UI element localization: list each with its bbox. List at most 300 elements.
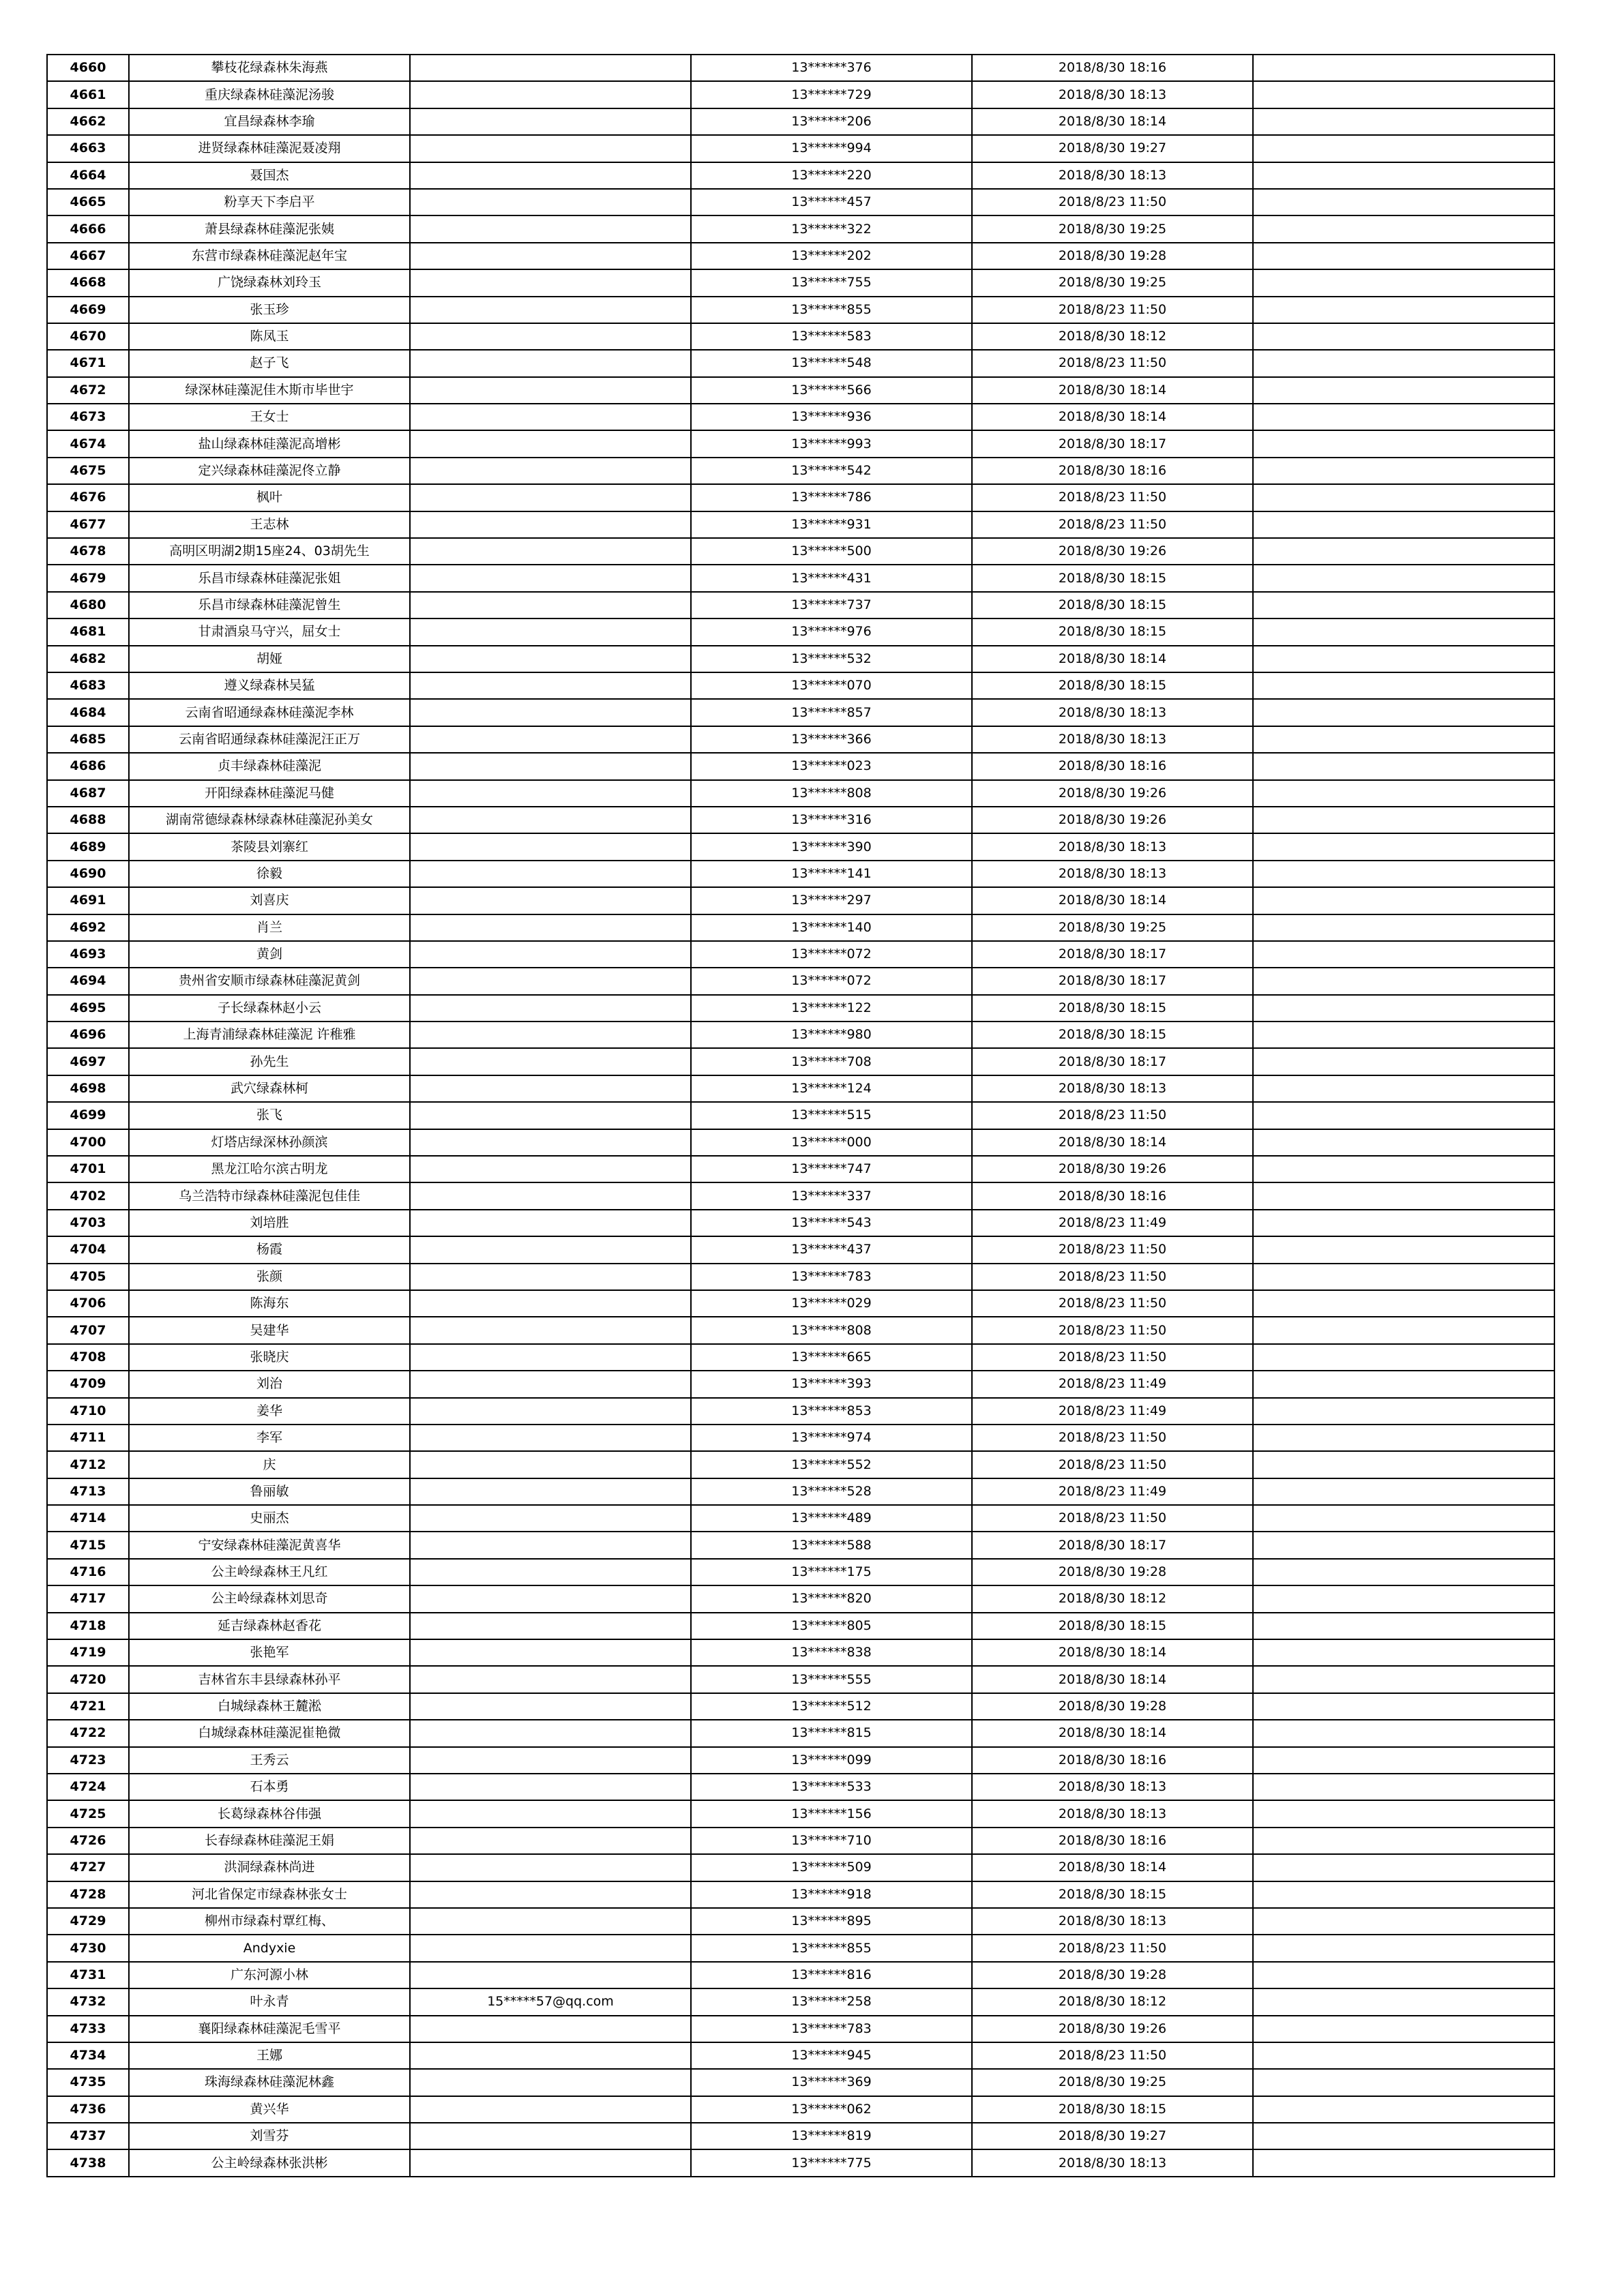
cell-id: 4695 <box>47 995 129 1022</box>
cell-id: 4715 <box>47 1532 129 1558</box>
cell-time: 2018/8/30 18:14 <box>972 1129 1253 1156</box>
table-row <box>47 1317 1554 1343</box>
cell-name: 重庆绿森林硅藻泥汤骏 <box>129 81 410 108</box>
table-row <box>47 753 1554 779</box>
cell-extra <box>1253 1048 1554 1075</box>
cell-phone: 13******974 <box>691 1425 972 1451</box>
cell-id: 4686 <box>47 753 129 779</box>
cell-time: 2018/8/30 18:13 <box>972 1075 1253 1102</box>
cell-extra <box>1253 2042 1554 2069</box>
cell-phone: 13******062 <box>691 2096 972 2123</box>
table-row <box>47 1182 1554 1209</box>
cell-extra <box>1253 1182 1554 1209</box>
cell-extra <box>1253 108 1554 135</box>
cell-time: 2018/8/30 18:13 <box>972 162 1253 189</box>
cell-email <box>410 458 691 484</box>
cell-email <box>410 269 691 296</box>
table-row <box>47 1720 1554 1746</box>
cell-email <box>410 1451 691 1478</box>
cell-extra <box>1253 1881 1554 1908</box>
cell-extra <box>1253 699 1554 726</box>
cell-name: 广东河源小林 <box>129 1962 410 1988</box>
cell-phone: 13******808 <box>691 1317 972 1343</box>
cell-id: 4676 <box>47 484 129 511</box>
cell-id: 4704 <box>47 1236 129 1263</box>
cell-phone: 13******515 <box>691 1102 972 1129</box>
cell-time: 2018/8/30 19:25 <box>972 269 1253 296</box>
cell-extra <box>1253 1102 1554 1129</box>
table-row <box>47 1881 1554 1908</box>
cell-extra <box>1253 1747 1554 1774</box>
cell-id: 4702 <box>47 1182 129 1209</box>
cell-phone: 13******206 <box>691 108 972 135</box>
cell-email <box>410 618 691 645</box>
cell-email <box>410 2096 691 2123</box>
table-row <box>47 511 1554 538</box>
cell-phone: 13******815 <box>691 1720 972 1746</box>
cell-time: 2018/8/30 18:15 <box>972 1022 1253 1048</box>
cell-time: 2018/8/23 11:49 <box>972 1371 1253 1397</box>
cell-phone: 13******202 <box>691 243 972 269</box>
cell-time: 2018/8/30 18:15 <box>972 1613 1253 1639</box>
cell-phone: 13******297 <box>691 887 972 914</box>
cell-email <box>410 914 691 941</box>
cell-extra <box>1253 2016 1554 2042</box>
cell-extra <box>1253 55 1554 81</box>
cell-time: 2018/8/30 18:12 <box>972 1585 1253 1612</box>
cell-email <box>410 1156 691 1182</box>
table-row <box>47 162 1554 189</box>
cell-phone: 13******457 <box>691 189 972 215</box>
cell-name: 王娜 <box>129 2042 410 2069</box>
cell-time: 2018/8/30 18:16 <box>972 55 1253 81</box>
table-row <box>47 350 1554 376</box>
cell-time: 2018/8/30 18:14 <box>972 1639 1253 1666</box>
cell-email <box>410 377 691 404</box>
table-row <box>47 1666 1554 1693</box>
cell-name: 子长绿森林赵小云 <box>129 995 410 1022</box>
cell-email <box>410 968 691 994</box>
cell-name: 孙先生 <box>129 1048 410 1075</box>
cell-email <box>410 1828 691 1854</box>
cell-extra <box>1253 1988 1554 2015</box>
cell-name: 张颜 <box>129 1264 410 1290</box>
table-row <box>47 941 1554 968</box>
table-row <box>47 1156 1554 1182</box>
cell-name: 绿深林硅藻泥佳木斯市毕世宇 <box>129 377 410 404</box>
cell-extra <box>1253 1022 1554 1048</box>
cell-time: 2018/8/23 11:49 <box>972 1210 1253 1236</box>
cell-id: 4688 <box>47 807 129 833</box>
cell-id: 4703 <box>47 1210 129 1236</box>
cell-id: 4687 <box>47 780 129 807</box>
cell-email <box>410 726 691 753</box>
cell-phone: 13******783 <box>691 1264 972 1290</box>
cell-name: 延吉绿森林赵香花 <box>129 1613 410 1639</box>
cell-email <box>410 297 691 323</box>
cell-id: 4678 <box>47 538 129 565</box>
cell-extra <box>1253 914 1554 941</box>
cell-email <box>410 1666 691 1693</box>
cell-email <box>410 81 691 108</box>
cell-extra <box>1253 1935 1554 1961</box>
cell-extra <box>1253 350 1554 376</box>
data-table <box>46 54 1555 2177</box>
cell-extra <box>1253 1720 1554 1746</box>
cell-phone: 13******820 <box>691 1585 972 1612</box>
cell-name: 聂国杰 <box>129 162 410 189</box>
cell-id: 4725 <box>47 1800 129 1827</box>
cell-email <box>410 995 691 1022</box>
cell-id: 4724 <box>47 1774 129 1800</box>
table-row <box>47 565 1554 591</box>
cell-time: 2018/8/30 19:26 <box>972 538 1253 565</box>
table-row <box>47 914 1554 941</box>
cell-phone: 13******393 <box>691 1371 972 1397</box>
cell-phone: 13******857 <box>691 699 972 726</box>
cell-phone: 13******729 <box>691 81 972 108</box>
cell-email <box>410 1693 691 1720</box>
cell-name: 张玉珍 <box>129 297 410 323</box>
cell-id: 4685 <box>47 726 129 753</box>
cell-time: 2018/8/23 11:50 <box>972 1344 1253 1371</box>
cell-name: 王女士 <box>129 404 410 430</box>
cell-time: 2018/8/30 18:15 <box>972 592 1253 618</box>
cell-extra <box>1253 726 1554 753</box>
cell-time: 2018/8/23 11:49 <box>972 1398 1253 1425</box>
cell-name: 湖南常德绿森林绿森林硅藻泥孙美女 <box>129 807 410 833</box>
cell-time: 2018/8/30 18:14 <box>972 404 1253 430</box>
table-row <box>47 726 1554 753</box>
table-row <box>47 81 1554 108</box>
table-row <box>47 430 1554 457</box>
cell-id: 4667 <box>47 243 129 269</box>
cell-extra <box>1253 1559 1554 1585</box>
cell-time: 2018/8/23 11:50 <box>972 297 1253 323</box>
cell-id: 4736 <box>47 2096 129 2123</box>
cell-extra <box>1253 1451 1554 1478</box>
cell-id: 4664 <box>47 162 129 189</box>
table-row <box>47 404 1554 430</box>
cell-extra <box>1253 618 1554 645</box>
cell-time: 2018/8/30 18:15 <box>972 672 1253 699</box>
cell-id: 4707 <box>47 1317 129 1343</box>
cell-id: 4662 <box>47 108 129 135</box>
cell-extra <box>1253 1075 1554 1102</box>
cell-phone: 13******337 <box>691 1182 972 1209</box>
cell-name: 洪洞绿森林尚进 <box>129 1854 410 1881</box>
cell-phone: 13******220 <box>691 162 972 189</box>
cell-time: 2018/8/23 11:50 <box>972 1451 1253 1478</box>
table-row <box>47 861 1554 887</box>
cell-time: 2018/8/23 11:50 <box>972 1290 1253 1317</box>
cell-email <box>410 1102 691 1129</box>
cell-phone: 13******099 <box>691 1747 972 1774</box>
cell-id: 4673 <box>47 404 129 430</box>
cell-time: 2018/8/30 18:16 <box>972 1747 1253 1774</box>
table-row <box>47 1022 1554 1048</box>
cell-id: 4713 <box>47 1478 129 1505</box>
cell-phone: 13******747 <box>691 1156 972 1182</box>
cell-email <box>410 404 691 430</box>
cell-name: 宜昌绿森林李瑜 <box>129 108 410 135</box>
cell-id: 4720 <box>47 1666 129 1693</box>
table-row <box>47 887 1554 914</box>
cell-time: 2018/8/30 18:12 <box>972 1988 1253 2015</box>
cell-name: 灯塔店绿深林孙颜滨 <box>129 1129 410 1156</box>
cell-extra <box>1253 780 1554 807</box>
cell-extra <box>1253 592 1554 618</box>
cell-email <box>410 1129 691 1156</box>
cell-time: 2018/8/30 18:16 <box>972 1828 1253 1854</box>
cell-phone: 13******437 <box>691 1236 972 1263</box>
cell-extra <box>1253 1156 1554 1182</box>
cell-extra <box>1253 1505 1554 1532</box>
cell-id: 4674 <box>47 430 129 457</box>
cell-phone: 13******376 <box>691 55 972 81</box>
cell-phone: 13******945 <box>691 2042 972 2069</box>
cell-email <box>410 1505 691 1532</box>
cell-phone: 13******665 <box>691 1344 972 1371</box>
cell-phone: 13******805 <box>691 1613 972 1639</box>
cell-name: 宁安绿森林硅藻泥黄喜华 <box>129 1532 410 1558</box>
cell-phone: 13******542 <box>691 458 972 484</box>
cell-time: 2018/8/30 18:14 <box>972 377 1253 404</box>
cell-time: 2018/8/30 19:28 <box>972 1559 1253 1585</box>
cell-email <box>410 2149 691 2176</box>
cell-name: 庆 <box>129 1451 410 1478</box>
cell-phone: 13******708 <box>691 1048 972 1075</box>
cell-email <box>410 1048 691 1075</box>
cell-extra <box>1253 162 1554 189</box>
table-row <box>47 377 1554 404</box>
cell-phone: 13******366 <box>691 726 972 753</box>
cell-extra <box>1253 484 1554 511</box>
cell-name: 高明区明湖2期15座24、03胡先生 <box>129 538 410 565</box>
table-row <box>47 995 1554 1022</box>
cell-phone: 13******588 <box>691 1532 972 1558</box>
cell-id: 4726 <box>47 1828 129 1854</box>
cell-phone: 13******390 <box>691 833 972 860</box>
cell-time: 2018/8/23 11:50 <box>972 189 1253 215</box>
cell-name: 张飞 <box>129 1102 410 1129</box>
cell-extra <box>1253 1344 1554 1371</box>
cell-email <box>410 1478 691 1505</box>
cell-phone: 13******156 <box>691 1800 972 1827</box>
cell-email <box>410 780 691 807</box>
table-row <box>47 807 1554 833</box>
cell-email <box>410 538 691 565</box>
cell-extra <box>1253 538 1554 565</box>
cell-time: 2018/8/30 18:15 <box>972 618 1253 645</box>
cell-extra <box>1253 941 1554 968</box>
cell-id: 4728 <box>47 1881 129 1908</box>
cell-time: 2018/8/30 19:25 <box>972 2069 1253 2096</box>
table-row <box>47 55 1554 81</box>
table-row <box>47 1585 1554 1612</box>
cell-name: 珠海绿森林硅藻泥林鑫 <box>129 2069 410 2096</box>
cell-id: 4683 <box>47 672 129 699</box>
cell-id: 4733 <box>47 2016 129 2042</box>
table-row <box>47 189 1554 215</box>
cell-name: 萧县绿森林硅藻泥张姨 <box>129 215 410 242</box>
cell-time: 2018/8/30 18:13 <box>972 81 1253 108</box>
cell-name: 吴建华 <box>129 1317 410 1343</box>
cell-time: 2018/8/23 11:50 <box>972 1425 1253 1451</box>
cell-extra <box>1253 1962 1554 1988</box>
table-row <box>47 2069 1554 2096</box>
cell-email <box>410 2042 691 2069</box>
cell-email <box>410 753 691 779</box>
cell-email <box>410 807 691 833</box>
cell-time: 2018/8/30 18:17 <box>972 1532 1253 1558</box>
cell-email <box>410 55 691 81</box>
cell-extra <box>1253 861 1554 887</box>
cell-id: 4677 <box>47 511 129 538</box>
cell-id: 4697 <box>47 1048 129 1075</box>
cell-extra <box>1253 1828 1554 1854</box>
table-row <box>47 215 1554 242</box>
table-row <box>47 1559 1554 1585</box>
cell-extra <box>1253 753 1554 779</box>
cell-time: 2018/8/30 18:14 <box>972 1666 1253 1693</box>
table-row <box>47 1398 1554 1425</box>
table-row <box>47 1693 1554 1720</box>
table-row <box>47 1962 1554 1988</box>
table-row <box>47 108 1554 135</box>
cell-extra <box>1253 2096 1554 2123</box>
table-row <box>47 1613 1554 1639</box>
cell-time: 2018/8/30 18:16 <box>972 458 1253 484</box>
cell-time: 2018/8/30 19:28 <box>972 1962 1253 1988</box>
cell-name: 杨霞 <box>129 1236 410 1263</box>
cell-email <box>410 243 691 269</box>
cell-email <box>410 1210 691 1236</box>
cell-email <box>410 189 691 215</box>
cell-email <box>410 1962 691 1988</box>
table-row <box>47 1344 1554 1371</box>
cell-phone: 13******993 <box>691 430 972 457</box>
cell-email <box>410 699 691 726</box>
cell-phone: 13******548 <box>691 350 972 376</box>
cell-extra <box>1253 135 1554 162</box>
cell-name: 张艳军 <box>129 1639 410 1666</box>
cell-id: 4701 <box>47 1156 129 1182</box>
cell-phone: 13******512 <box>691 1693 972 1720</box>
cell-time: 2018/8/30 18:13 <box>972 861 1253 887</box>
table-row <box>47 1908 1554 1935</box>
cell-email <box>410 565 691 591</box>
cell-time: 2018/8/23 11:50 <box>972 1264 1253 1290</box>
cell-phone: 13******509 <box>691 1854 972 1881</box>
table-row <box>47 484 1554 511</box>
cell-phone: 13******124 <box>691 1075 972 1102</box>
cell-id: 4705 <box>47 1264 129 1290</box>
cell-id: 4669 <box>47 297 129 323</box>
cell-extra <box>1253 458 1554 484</box>
cell-time: 2018/8/30 18:12 <box>972 323 1253 350</box>
cell-time: 2018/8/30 19:26 <box>972 1156 1253 1182</box>
cell-id: 4675 <box>47 458 129 484</box>
cell-email <box>410 941 691 968</box>
table-row <box>47 2123 1554 2149</box>
cell-email <box>410 2123 691 2149</box>
cell-name: 刘治 <box>129 1371 410 1397</box>
cell-name: 粉享天下李启平 <box>129 189 410 215</box>
cell-phone: 13******175 <box>691 1559 972 1585</box>
cell-phone: 13******000 <box>691 1129 972 1156</box>
table-row <box>47 1505 1554 1532</box>
cell-extra <box>1253 887 1554 914</box>
cell-id: 4670 <box>47 323 129 350</box>
cell-email <box>410 861 691 887</box>
cell-name: 李军 <box>129 1425 410 1451</box>
table-row <box>47 833 1554 860</box>
cell-email <box>410 1344 691 1371</box>
cell-name: 甘肃酒泉马守兴，屈女士 <box>129 618 410 645</box>
cell-phone: 13******816 <box>691 1962 972 1988</box>
cell-id: 4719 <box>47 1639 129 1666</box>
cell-email <box>410 1720 691 1746</box>
cell-phone: 13******533 <box>691 1774 972 1800</box>
table-row <box>47 1774 1554 1800</box>
cell-extra <box>1253 1210 1554 1236</box>
table-row <box>47 243 1554 269</box>
cell-time: 2018/8/23 11:50 <box>972 2042 1253 2069</box>
cell-name: 长春绿森林硅藻泥王娟 <box>129 1828 410 1854</box>
cell-id: 4663 <box>47 135 129 162</box>
cell-extra <box>1253 323 1554 350</box>
cell-time: 2018/8/30 19:26 <box>972 2016 1253 2042</box>
cell-time: 2018/8/30 18:14 <box>972 646 1253 672</box>
cell-id: 4727 <box>47 1854 129 1881</box>
cell-time: 2018/8/30 18:15 <box>972 2096 1253 2123</box>
cell-email <box>410 1908 691 1935</box>
cell-name: 武穴绿森林柯 <box>129 1075 410 1102</box>
table-row <box>47 135 1554 162</box>
cell-time: 2018/8/30 18:13 <box>972 1774 1253 1800</box>
cell-extra <box>1253 189 1554 215</box>
cell-name: 肖兰 <box>129 914 410 941</box>
cell-time: 2018/8/30 18:13 <box>972 726 1253 753</box>
cell-id: 4735 <box>47 2069 129 2096</box>
cell-id: 4698 <box>47 1075 129 1102</box>
cell-extra <box>1253 1774 1554 1800</box>
cell-extra <box>1253 968 1554 994</box>
cell-name: 长葛绿森林谷伟强 <box>129 1800 410 1827</box>
cell-phone: 13******931 <box>691 511 972 538</box>
cell-id: 4712 <box>47 1451 129 1478</box>
cell-time: 2018/8/30 18:17 <box>972 968 1253 994</box>
cell-name: 刘雪芬 <box>129 2123 410 2149</box>
cell-time: 2018/8/23 11:50 <box>972 511 1253 538</box>
cell-email <box>410 1881 691 1908</box>
table-row <box>47 780 1554 807</box>
cell-phone: 13******316 <box>691 807 972 833</box>
cell-name: 徐毅 <box>129 861 410 887</box>
table-row <box>47 2096 1554 2123</box>
table-row <box>47 1129 1554 1156</box>
cell-extra <box>1253 1398 1554 1425</box>
cell-extra <box>1253 1854 1554 1881</box>
cell-id: 4734 <box>47 2042 129 2069</box>
cell-email <box>410 1854 691 1881</box>
cell-extra <box>1253 672 1554 699</box>
cell-id: 4696 <box>47 1022 129 1048</box>
cell-time: 2018/8/23 11:50 <box>972 1317 1253 1343</box>
cell-email <box>410 108 691 135</box>
cell-phone: 13******918 <box>691 1881 972 1908</box>
